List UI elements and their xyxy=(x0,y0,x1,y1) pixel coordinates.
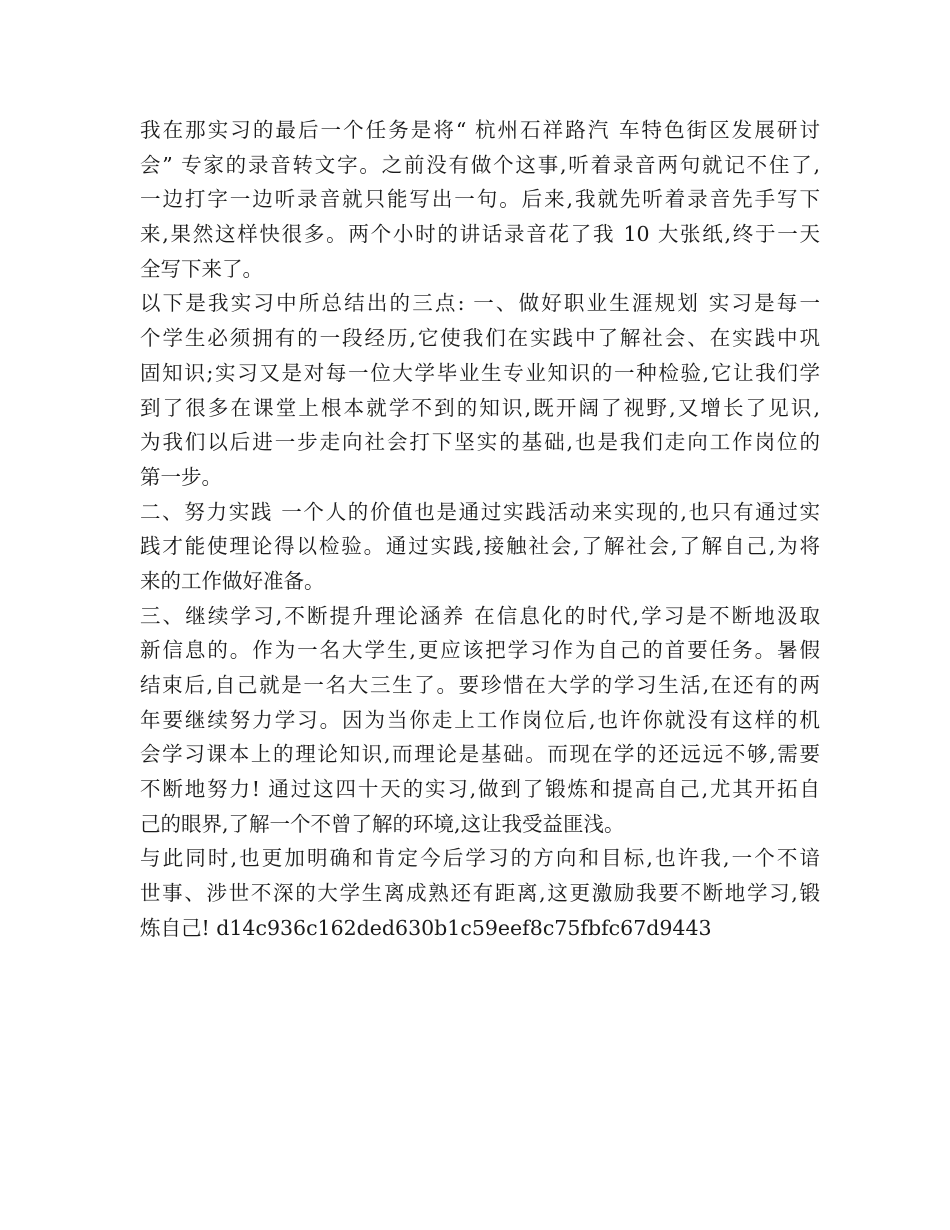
paragraph-3 xyxy=(140,495,820,599)
paragraph-1 xyxy=(140,113,820,286)
text-line: 以下是我实习中所总结出的三点: 一、做好职业生涯规划 实习是每一 xyxy=(140,291,820,316)
text-line: 三、继续学习,不断提升理论涵养 在信息化的时代,学习是不断地汲取 xyxy=(140,603,820,628)
text-line: 一边打字一边听录音就只能写出一句。后来,我就先听着录音先手写下 xyxy=(140,187,820,212)
text-line: 践才能使理论得以检验。通过实践,接触社会,了解社会,了解自己,为将 xyxy=(140,534,820,559)
text-line: 会” 专家的录音转文字。之前没有做个这事,听着录音两句就记不住了, xyxy=(140,152,820,177)
text-line: 固知识;实习又是对每一位大学毕业生专业知识的一种检验,它让我们学 xyxy=(140,360,820,385)
document-body xyxy=(140,113,820,946)
text-line: 第一步。 xyxy=(140,464,222,489)
text-line: 到了很多在课堂上根本就学不到的知识,既开阔了视野,又增长了见识, xyxy=(140,395,820,420)
text-line: 新信息的。作为一名大学生,更应该把学习作为自己的首要任务。暑假 xyxy=(140,638,820,663)
text-line: 来的工作做好准备。 xyxy=(140,568,325,593)
text-line: 我在那实习的最后一个任务是将“ 杭州石祥路汽 车特色街区发展研讨 xyxy=(140,118,820,142)
text-line: 全写下来了。 xyxy=(140,256,263,281)
text-line: 会学习课本上的理论知识,而理论是基础。而现在学的还远远不够,需要 xyxy=(140,742,820,767)
text-line: 个学生必须拥有的一段经历,它使我们在实践中了解社会、在实践中巩 xyxy=(140,326,820,351)
text-line: 为我们以后进一步走向社会打下坚实的基础,也是我们走向工作岗位的 xyxy=(140,430,820,455)
text-line: 世事、涉世不深的大学生离成熟还有距离,这更激励我要不断地学习,锻 xyxy=(140,881,820,906)
text-line: 来,果然这样快很多。两个小时的讲话录音花了我 10 大张纸,终于一天 xyxy=(140,222,820,247)
text-line: 不断地努力! 通过这四十天的实习,做到了锻炼和提高自己,尤其开拓自 xyxy=(140,777,820,802)
paragraph-2 xyxy=(140,286,820,494)
text-line: 年要继续努力学习。因为当你走上工作岗位后,也许你就没有这样的机 xyxy=(140,707,820,732)
text-line: 结束后,自己就是一名大三生了。要珍惜在大学的学习生活,在还有的两 xyxy=(140,673,820,697)
text-line: 二、努力实践 一个人的价值也是通过实践活动来实现的,也只有通过实 xyxy=(140,499,820,524)
paragraph-5 xyxy=(140,841,820,945)
paragraph-4 xyxy=(140,599,820,842)
text-line: 炼自己! d14c936c162ded630b1c59eef8c75fbfc67d9443 xyxy=(140,915,712,940)
text-line: 己的眼界,了解一个不曾了解的环境,这让我受益匪浅。 xyxy=(140,811,625,836)
text-line: 与此同时,也更加明确和肯定今后学习的方向和目标,也许我,一个不谙 xyxy=(140,846,820,871)
